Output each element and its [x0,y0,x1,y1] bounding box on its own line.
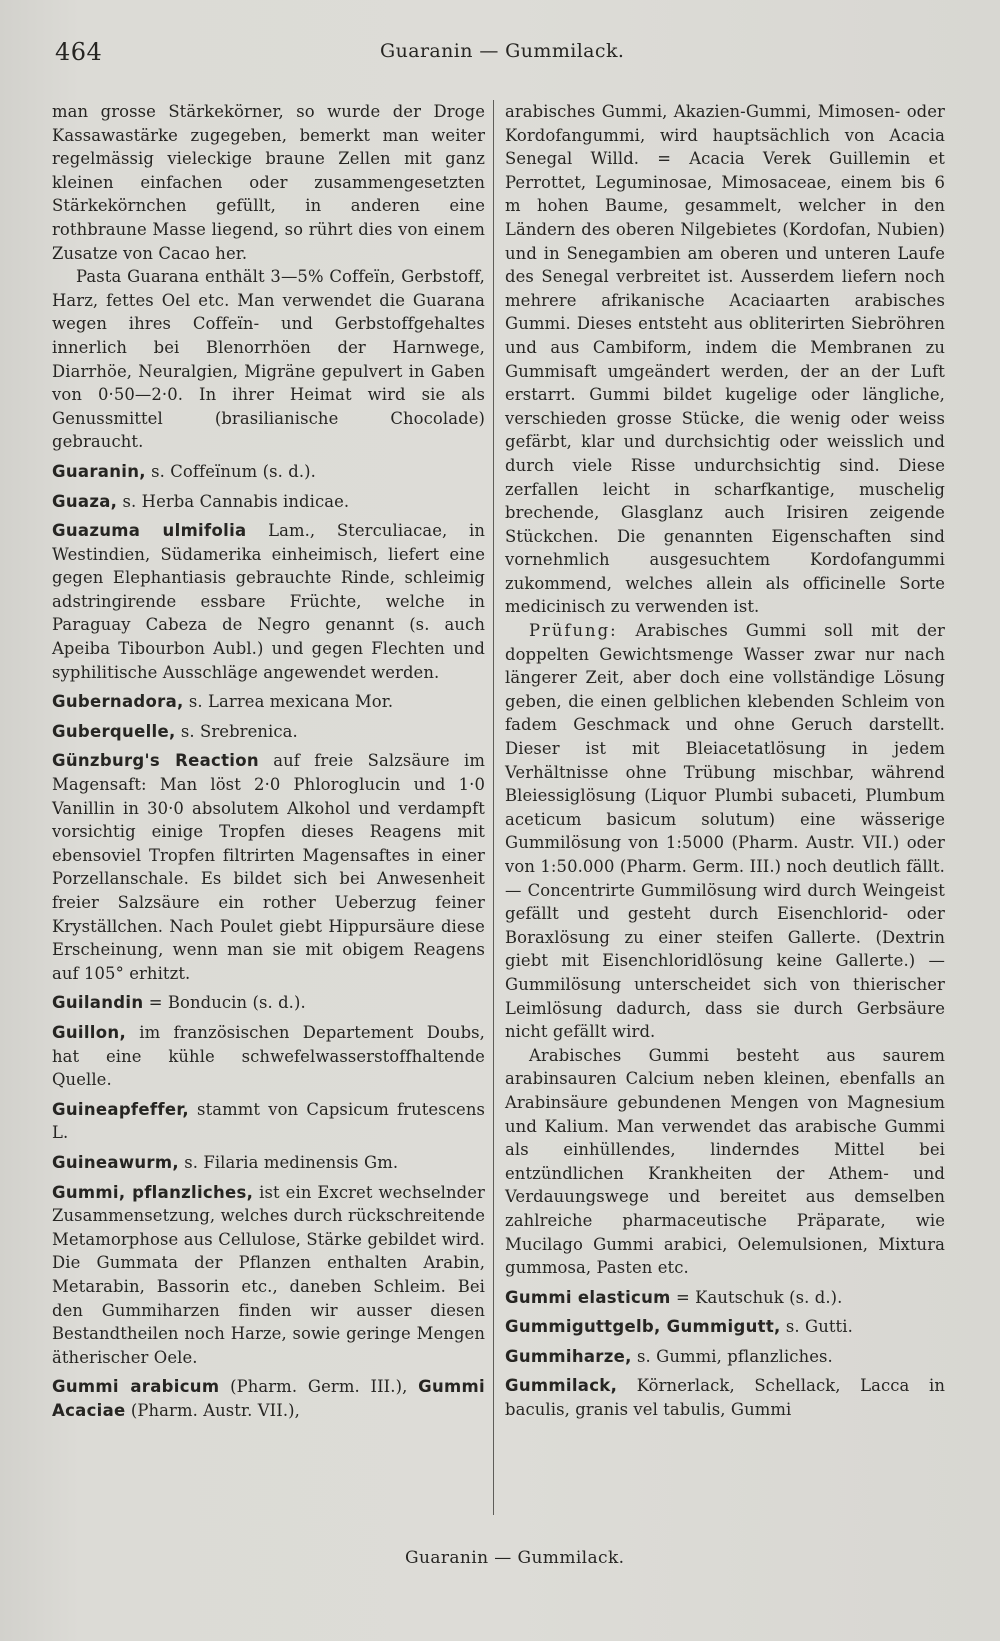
dictionary-entry [505,1315,945,1339]
dictionary-entry [52,460,485,484]
entry-text: Arabisches Gummi soll mit der doppelten Gewichtsmenge Wasser zwar nur nach längerer Zeit, aber doch eine vollständige Lösung geben, die einen gelblichen klebenden Schleim von fadem Geschmack und ohne Geruch darstellt. Dieser ist mit Bleiacetatlösung in jedem Verhältnisse ohne Trübung mischbar, während Bleiessiglösung (Liquor Plumbi subaceti, Plumbum aceticum basicum solutum) eine wässerige Gummilösung von 1:5000 (Pharm. Austr. VII.) oder von 1:50.000 (Pharm. Germ. III.) noch deutlich fällt. — Concentrirte Gummilösung wird durch Weingeist gefällt und gesteht durch Eisenchlorid- oder Boraxlösung zu einer steifen Gallerte. (Dextrin giebt mit Eisenchloridlösung keine Gallerte.) — Gummilösung unterscheidet sich von thierischer Leimlösung dadurch, dass sie durch Gerbsäure nicht gefällt wird. [505,621,945,1042]
entry-headword: Gummiguttgelb, Gummigutt, [505,1317,781,1337]
entry-headword: Gummi Acaciae [52,1377,485,1420]
entry-headword: Guillon, [52,1022,127,1042]
entry-headword: Guineawurm, [52,1152,179,1172]
dictionary-entry [52,490,485,514]
entry-text: stammt von Capsicum frutescens L. [52,1099,485,1143]
entry-text: im französischen Departement Doubs, hat eine kühle schwefelwasserstoffhaltende Quelle. [52,1022,485,1090]
entry-text: s. Herba Cannabis indicae. [117,491,350,511]
entry-text: (Pharm. Germ. III.), [219,1377,408,1397]
paragraph: Arabisches Gummi besteht aus saurem arabinsauren Calcium neben kleinen, ebenfalls an Arabinsäure gebundenen Mengen von Magnesium und Kalium. Man verwendet das arabische Gummi als einhüllendes, linderndes Mittel bei entzündlichen Krankheiten der Athem- und Verdauungswege und bereitet aus demselben zahlreiche pharmaceutische Präparate, wie Mucilago Gummi arabici, Oelemulsionen, Mixtura gummosa, Pasten etc. [505,1045,945,1278]
entry-text: s. Coffeïnum (s. d.). [145,461,316,481]
dictionary-entry [52,749,485,985]
entry-headword: Gummi, pflanzliches, [52,1182,254,1202]
running-head: Guaranin — Gummilack. [380,40,625,62]
dictionary-entry [505,1345,945,1369]
entry-headword: Guaza, [52,491,118,511]
entry-headword: Guineapfeffer, [52,1099,189,1119]
dictionary-entry [52,690,485,714]
dictionary-entry [52,1098,485,1145]
entry-text: s. Gutti. [780,1317,853,1337]
dictionary-entry [505,1286,945,1310]
entry-headword: Gummiharze, [505,1346,632,1366]
entry-text: auf freie Salzsäure im Magensaft: Man löst 2·0 Phloroglucin und 1·0 Vanillin in 30·0 absolutem Alkohol und verdampft vorsichtig einige Tropfen dieses Reagens mit ebensoviel Tropfen filtrirten Magensaftes in einer Porzellanschale. Es bildet sich bei Anwesenheit freier Salzsäure ein rother Ueberzug feiner Kryställchen. Nach Poulet giebt Hippursäure diese Erscheinung, wenn man sie mit obigem Reagens auf 105° erhitzt. [52,751,485,983]
dictionary-entry [52,519,485,684]
dictionary-entry [52,991,485,1015]
entry-headword: Gummi elasticum [505,1287,671,1307]
dictionary-entry [52,1375,485,1422]
entry-headword: Gummi arabicum [52,1377,220,1397]
entry-text: s. Srebrenica. [175,721,298,741]
page-footer: Guaranin — Gummilack. [405,1548,625,1568]
paragraph: Pasta Guarana enthält 3—5% Coffeïn, Gerbstoff, Harz, fettes Oel etc. Man verwendet die Guarana wegen ihres Coffeïn- und Gerbstoffgehaltes innerlich bei Blenorrhöen der Harnwege, Diarrhöe, Neuralgien, Migräne gepulvert in Gaben von 0·50—2·0. In ihrer Heimat wird sie als Genussmittel (brasilianische Chocolade) gebraucht. [52,267,485,452]
entry-headword: Günzburg's Reaction [52,751,259,771]
entry-headword: Guaranin, [52,461,146,481]
dictionary-entry [52,1181,485,1370]
entry-text: (Pharm. Austr. VII.), [125,1400,300,1420]
entry-headword: Guilandin [52,993,144,1013]
dictionary-entry [52,1151,485,1175]
entry-text: = Kautschuk (s. d.). [670,1287,843,1307]
entry-headword: Guazuma ulmifolia [52,521,247,541]
entry-text: s. Gummi, pflanzliches. [631,1346,833,1366]
paragraph: arabisches Gummi, Akazien-Gummi, Mimosen- oder Kordofangummi, wird hauptsächlich von Acacia Senegal Willd. = Acacia Verek Guillemin et Perrottet, Leguminosae, Mimosaceae, einem bis 6 m hohen Baume, gesammelt, welcher in den Ländern des oberen Nilgebietes (Kordofan, Nubien) und in Senegambien am oberen und unteren Laufe des Senegal verbreitet ist. Ausserdem liefern noch mehrere afrikanische Acaciaarten arabisches Gummi. Dieses entsteht aus obliterirten Siebröhren und aus Cambiform, indem die Membranen zu Gummisaft umgeändert werden, der an der Luft erstarrt. Gummi bildet kugelige oder längliche, verschieden grosse Stücke, die wenig oder weiss gefärbt, klar und durchsichtig oder weisslich und durch viele Risse undurchsichtig sind. Diese zerfallen leicht in scharfkantige, muschelig brechende, Glasglanz auch Irisiren zeigende Stückchen. Die genannten Eigenschaften sind vornehmlich ausgesuchtem Kordofangummi zukommend, welches allein als officinelle Sorte medicinisch zu verwenden ist. [505,102,945,617]
entry-headword: Gummilack, [505,1376,618,1396]
entry-text: s. Filaria medinensis Gm. [178,1152,399,1172]
page-number: 464 [55,38,103,66]
entry-text: Körnerlack, Schellack, Lacca in baculis, granis vel tabulis, Gummi [505,1376,945,1420]
entry-text: Lam., Sterculiacae, in Westindien, Südamerika einheimisch, liefert eine gegen Elephantiasis gebrauchte Rinde, schleimig adstringirende essbare Früchte, welche in Paraguay Cabeza de Negro genannt (s. auch Apeiba Tibourbon Aubl.) und gegen Flechten und syphilitische Ausschläge angewendet werden. [52,521,485,682]
entry-text: s. Larrea mexicana Mor. [183,692,394,712]
entry-text: = Bonducin (s. d.). [143,993,306,1013]
test-paragraph [505,619,945,1044]
dictionary-entry [505,1374,945,1421]
entry-headword: Guberquelle, [52,721,176,741]
right-column [505,100,945,1422]
dictionary-entry [52,720,485,744]
entry-headword: Gubernadora, [52,692,184,712]
section-label: Prüfung: [529,621,618,641]
paragraph: man grosse Stärkekörner, so wurde der Droge Kassawastärke zugegeben, bemerkt man weiter regelmässig vieleckige braune Zellen mit ganz kleinen einfachen oder zusammengesetzten Stärkekörnchen gefüllt, in anderen eine rothbraune Masse liegend, so rührt dies von einem Zusatze von Cacao her. [52,102,485,263]
left-column [52,100,485,1422]
column-divider [493,100,494,1515]
dictionary-entry [52,1021,485,1092]
entry-text: ist ein Excret wechselnder Zusammensetzung, welches durch rückschreitende Metamorphose aus Cellulose, Stärke gebildet wird. Die Gummata der Pflanzen enthalten Arabin, Metarabin, Bassorin etc., daneben Schleim. Bei den Gummiharzen finden wir ausser diesen Bestandtheilen noch Harze, sowie geringe Mengen ätherischer Oele. [52,1182,485,1367]
